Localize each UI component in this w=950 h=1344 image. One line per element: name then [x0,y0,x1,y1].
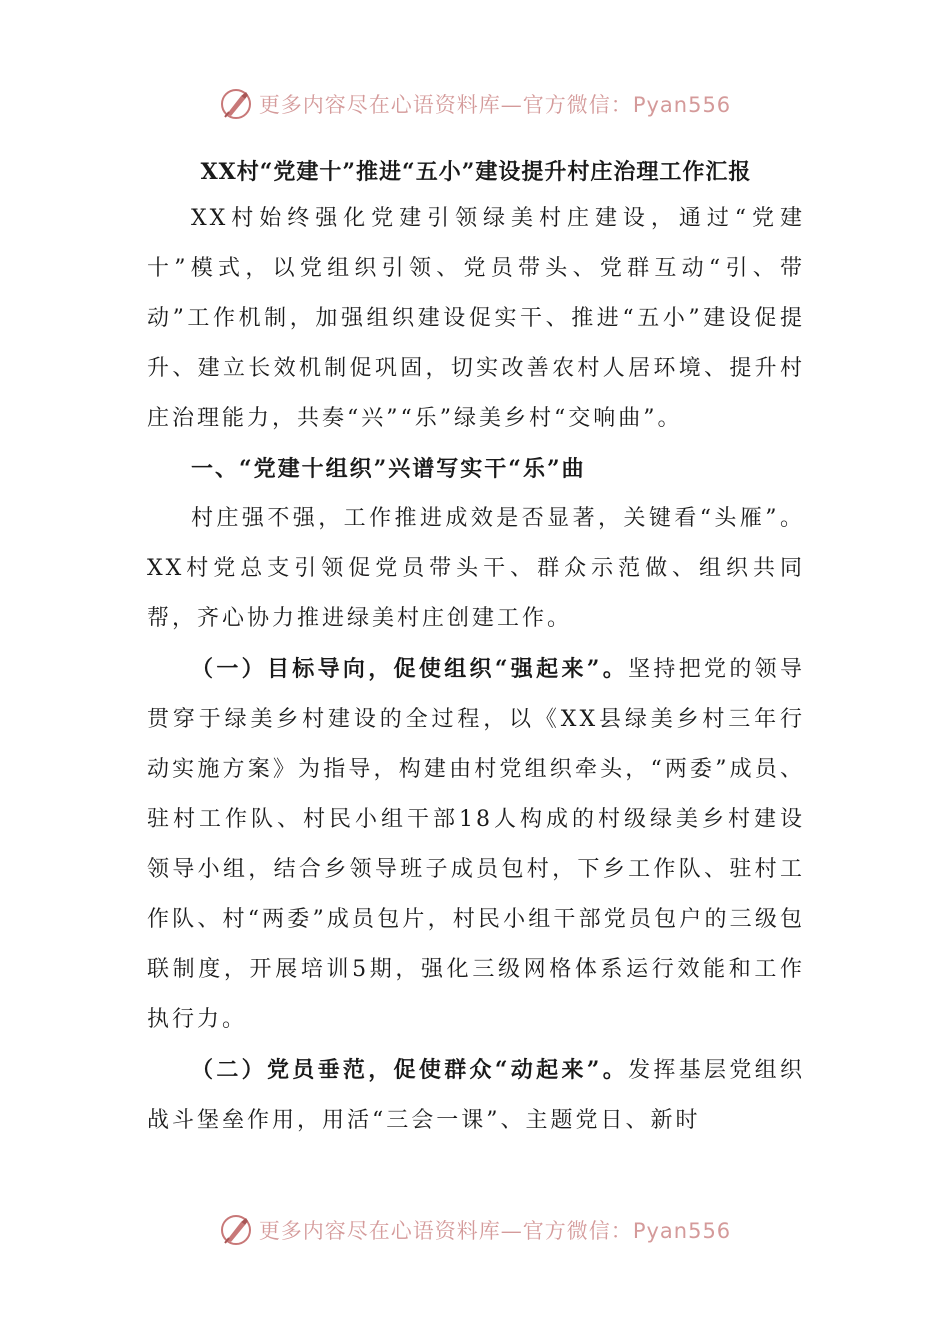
watermark-label: 更多内容尽在心语资料库—官方微信： [258,93,633,117]
item-2-lead: （二）党员垂范，促使群众“动起来”。 [191,1057,629,1083]
watermark-text [259,1215,731,1245]
section-1-item-2 [147,1045,805,1146]
quill-pen-logo-icon [219,87,253,121]
item-1-lead: （一）目标导向，促使组织“强起来”。 [191,656,629,682]
document-title: XX村“党建十”推进“五小”建设提升村庄治理工作汇报 [200,159,752,185]
watermark-label: 更多内容尽在心语资料库—官方微信： [258,1219,633,1243]
section-1-heading: 一、“党建十组织”兴谱写实干“乐”曲 [191,456,586,482]
watermark-wechat-id: Pyan556 [632,1219,732,1243]
watermark-text [259,89,731,119]
watermark-wechat-id: Pyan556 [632,93,732,117]
section-1-intro: 村庄强不强，工作推进成效是否显著，关键看“头雁”。XX村党总支引领促党员带头干、群众示范做、组织共同帮，齐心协力推进绿美村庄创建工作。 [147,506,805,631]
watermark-footer [0,1208,950,1252]
quill-pen-logo-icon [219,1213,253,1247]
item-2-body: 发挥基层党组织战斗堡垒作用，用活“三会一课”、主题党日、新时 [147,1058,805,1133]
intro-paragraph: XX村始终强化党建引领绿美村庄建设，通过“党建十”模式，以党组织引领、党员带头、党群互动“引、带动”工作机制，加强组织建设促实干、推进“五小”建设促提升、建立长效机制促巩固，切实改善农村人居环境、提升村庄治理能力，共奏“兴”“乐”绿美乡村“交响曲”。 [147,206,805,431]
item-1-body: 坚持把党的领导贯穿于绿美乡村建设的全过程，以《XX县绿美乡村三年行动实施方案》为指导，构建由村党组织牵头，“两委”成员、驻村工作队、村民小组干部18人构成的村级绿美乡村建设领导小组，结合乡领导班子成员包村，下乡工作队、驻村工作队、村“两委”成员包片，村民小组干部党员包户的三级包联制度，开展培训5期，强化三级网格体系运行效能和工作执行力。 [147,657,805,1032]
watermark-header [0,82,950,126]
section-1-item-1 [147,644,805,1045]
document-body [147,150,805,1146]
